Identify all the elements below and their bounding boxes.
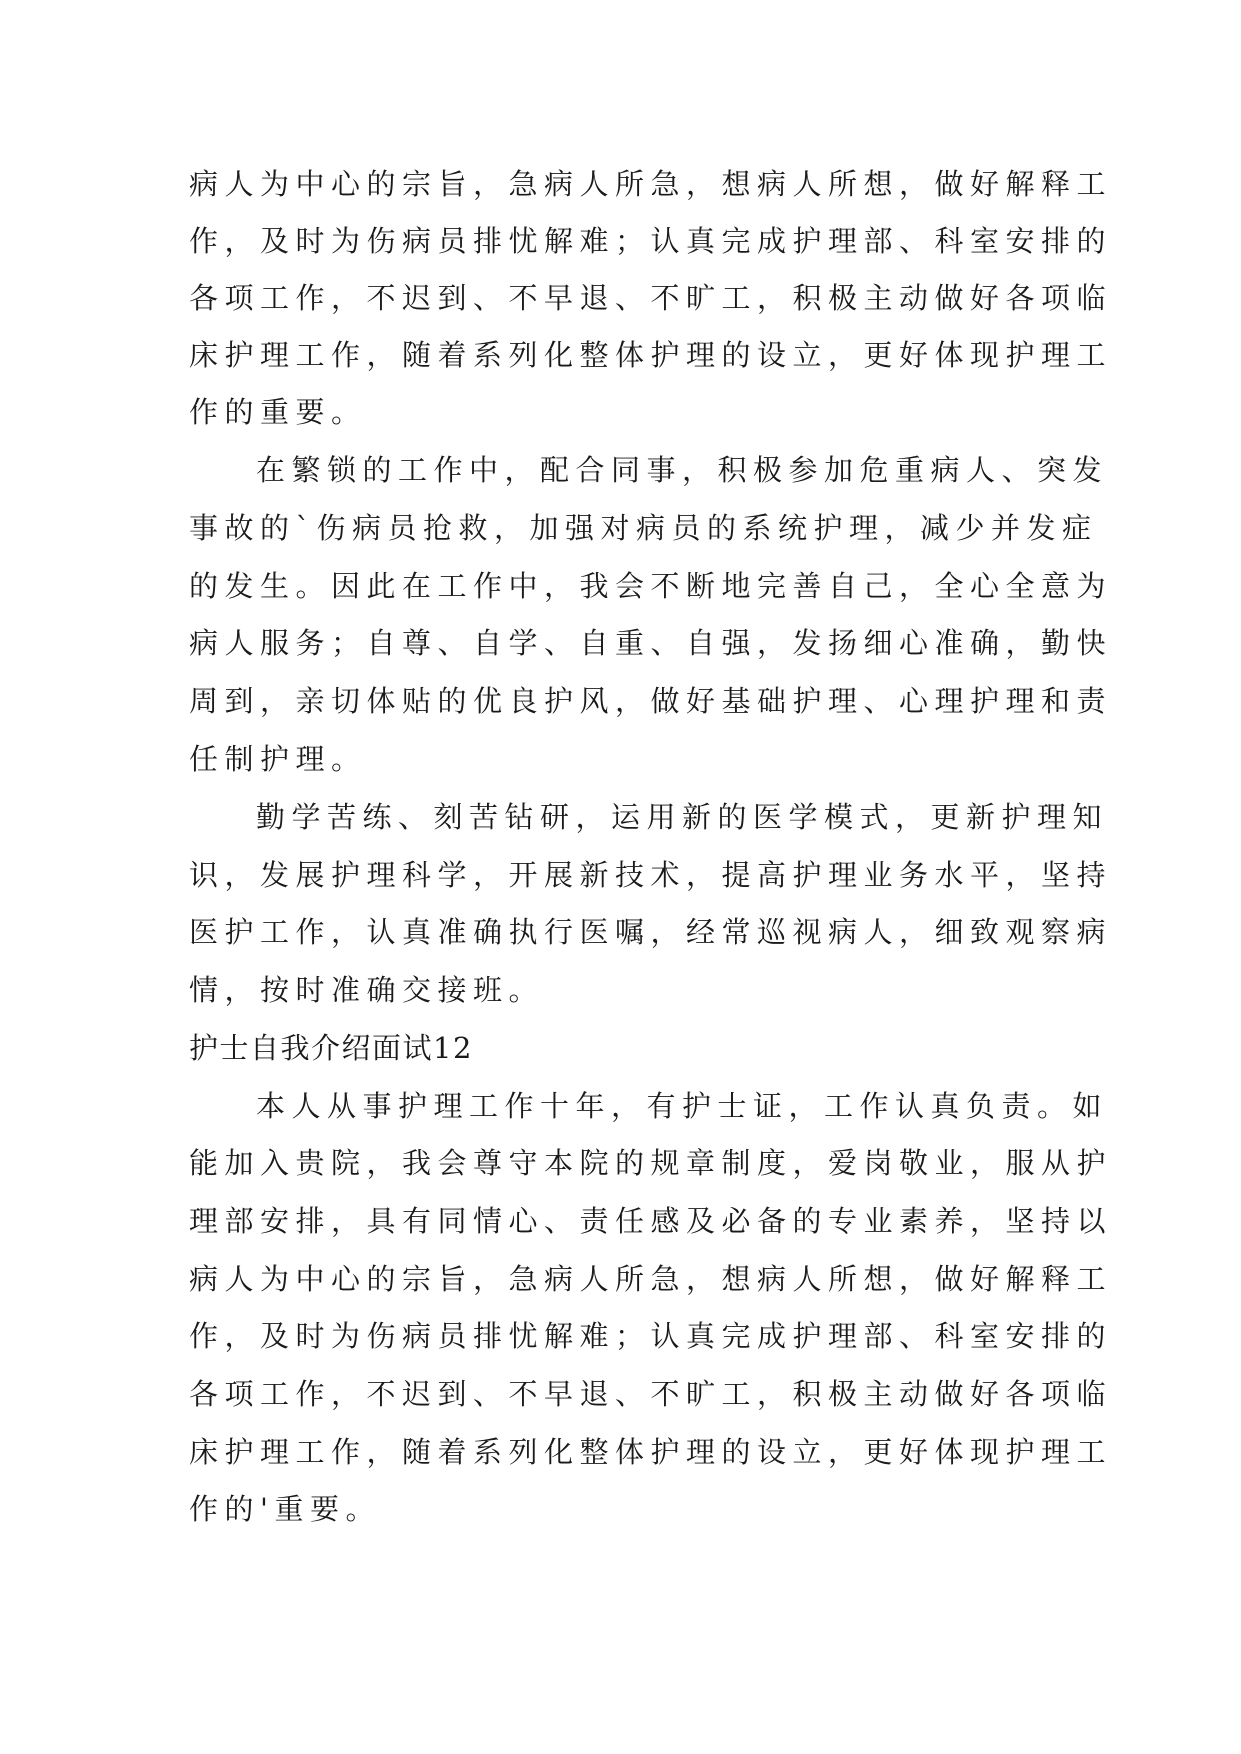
paragraph-3-line-4: 情，按时准确交接班。 bbox=[189, 973, 545, 1007]
paragraph-1-line-4: 床护理工作，随着系列化整体护理的设立，更好体现护理工 bbox=[189, 338, 1113, 372]
paragraph-2-line-4: 病人服务；自尊、自学、自重、自强，发扬细心准确，勤快 bbox=[189, 626, 1113, 660]
paragraph-2-line-3: 的发生。因此在工作中，我会不断地完善自己，全心全意为 bbox=[189, 569, 1113, 603]
paragraph-4-line-6: 各项工作，不迟到、不早退、不旷工，积极主动做好各项临 bbox=[189, 1377, 1113, 1411]
paragraph-4-line-5: 作，及时为伤病员排忧解难；认真完成护理部、科室安排的 bbox=[189, 1319, 1113, 1353]
paragraph-3-line-3: 医护工作，认真准确执行医嘱，经常巡视病人，细致观察病 bbox=[189, 915, 1113, 949]
paragraph-4-line-2: 能加入贵院，我会尊守本院的规章制度，爱岗敬业，服从护 bbox=[189, 1146, 1113, 1180]
paragraph-3-line-1: 勤学苦练、刻苦钻研，运用新的医学模式，更新护理知 bbox=[256, 800, 1109, 834]
paragraph-1-line-5: 作的重要。 bbox=[189, 395, 367, 429]
paragraph-4-line-1: 本人从事护理工作十年，有护士证，工作认真负责。如 bbox=[256, 1089, 1109, 1123]
paragraph-1-line-1: 病人为中心的宗旨，急病人所急，想病人所想，做好解释工 bbox=[189, 167, 1113, 201]
paragraph-4-line-7: 床护理工作，随着系列化整体护理的设立，更好体现护理工 bbox=[189, 1435, 1113, 1469]
paragraph-2-line-6: 任制护理。 bbox=[189, 742, 367, 776]
paragraph-1-line-2: 作，及时为伤病员排忧解难；认真完成护理部、科室安排的 bbox=[189, 224, 1113, 258]
paragraph-2-line-2: 事故的`伤病员抢救，加强对病员的系统护理，减少并发症 bbox=[189, 511, 1098, 545]
paragraph-2-line-1: 在繁锁的工作中，配合同事，积极参加危重病人、突发 bbox=[256, 453, 1109, 487]
paragraph-2-line-5: 周到，亲切体贴的优良护风，做好基础护理、心理护理和责 bbox=[189, 684, 1113, 718]
paragraph-4-line-4: 病人为中心的宗旨，急病人所急，想病人所想，做好解释工 bbox=[189, 1262, 1113, 1296]
paragraph-4-line-3: 理部安排，具有同情心、责任感及必备的专业素养，坚持以 bbox=[189, 1204, 1113, 1238]
paragraph-4-line-8: 作的'重要。 bbox=[189, 1492, 381, 1526]
paragraph-1-line-3: 各项工作，不迟到、不早退、不旷工，积极主动做好各项临 bbox=[189, 281, 1113, 315]
paragraph-3-line-2: 识，发展护理科学，开展新技术，提高护理业务水平，坚持 bbox=[189, 858, 1113, 892]
section-heading: 护士自我介绍面试12 bbox=[189, 1031, 473, 1065]
